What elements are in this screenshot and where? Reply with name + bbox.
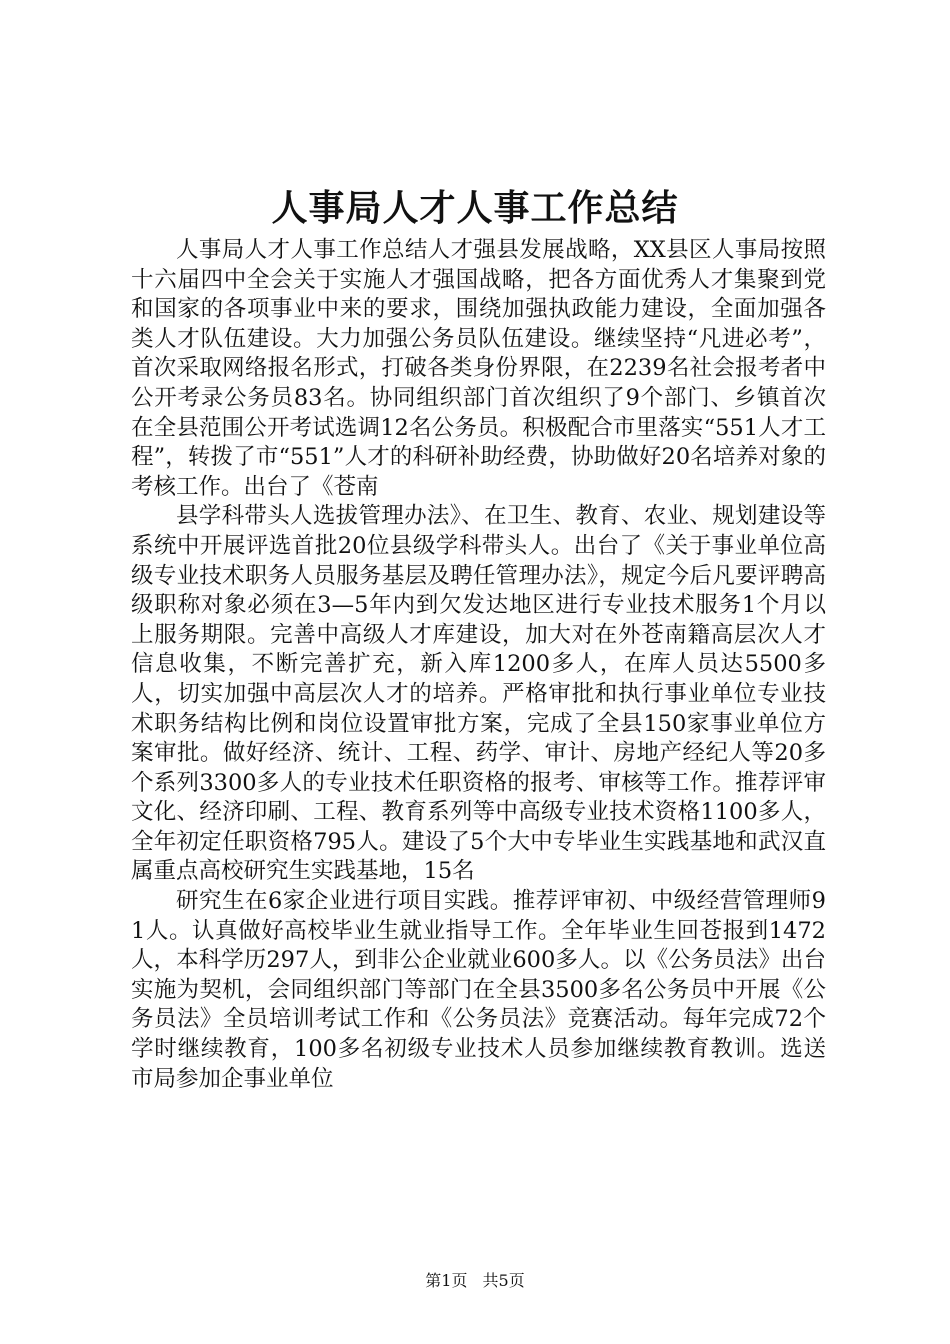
page-total: 共5页 xyxy=(482,1271,525,1290)
body-paragraph-2: 县学科带头人选拔管理办法》、在卫生、教育、农业、规划建设等系统中开展评选首批20位县级学科带头人。出台了《关于事业单位高级专业技术职务人员服务基层及聘任管理办法》，规定今后凡要评聘高级职称对象必须在3—5年内到欠发达地区进行专业技术服务1个月以上服务期限。完善中高级人才库建设，加大对在外苍南籍高层次人才信息收集，不断完善扩充，新入库1200多人，在库人员达5500多人，切实加强中高层次人才的培养。严格审批和执行事业单位专业技术职务结构比例和岗位设置审批方案，完成了全县150家事业单位方案审批。做好经济、统计、工程、药学、审计、房地产经纪人等20多个系列3300多人的专业技术任职资格的报考、审核等工作。推荐评审文化、经济印刷、工程、教育系列等中高级专业技术资格1100多人，全年初定任职资格795人。建设了5个大中专毕业生实践基地和武汉直属重点高校研究生实践基地，15名 xyxy=(131,503,826,885)
document-title: 人事局人才人事工作总结 xyxy=(271,187,679,229)
page-footer xyxy=(0,1271,950,1291)
body-paragraph-1: 人事局人才人事工作总结人才强县发展战略，XX县区人事局按照十六届四中全会关于实施人才强国战略，把各方面优秀人才集聚到党和国家的各项事业中来的要求，围绕加强执政能力建设，全面加强各类人才队伍建设。大力加强公务员队伍建设。继续坚持“凡进必考”，首次采取网络报名形式，打破各类身份界限，在2239名社会报考者中公开考录公务员83名。协同组织部门首次组织了9个部门、乡镇首次在全县范围公开考试选调12名公务员。积极配合市里落实“551人才工程”，转拨了市“551”人才的科研补助经费，协助做好20名培养对象的考核工作。出台了《苍南 xyxy=(131,237,826,500)
page-number: 第1页 xyxy=(425,1271,468,1290)
body-paragraph-3: 研究生在6家企业进行项目实践。推荐评审初、中级经营管理师91人。认真做好高校毕业生就业指导工作。全年毕业生回苍报到1472人，本科学历297人，到非公企业就业600多人。以《公务员法》出台实施为契机，会同组织部门等部门在全县3500多名公务员中开展《公务员法》全员培训考试工作和《公务员法》竞赛活动。每年完成72个学时继续教育，100多名初级专业技术人员参加继续教育教训。选送市局参加企事业单位 xyxy=(131,888,826,1092)
document-body xyxy=(131,236,826,1094)
